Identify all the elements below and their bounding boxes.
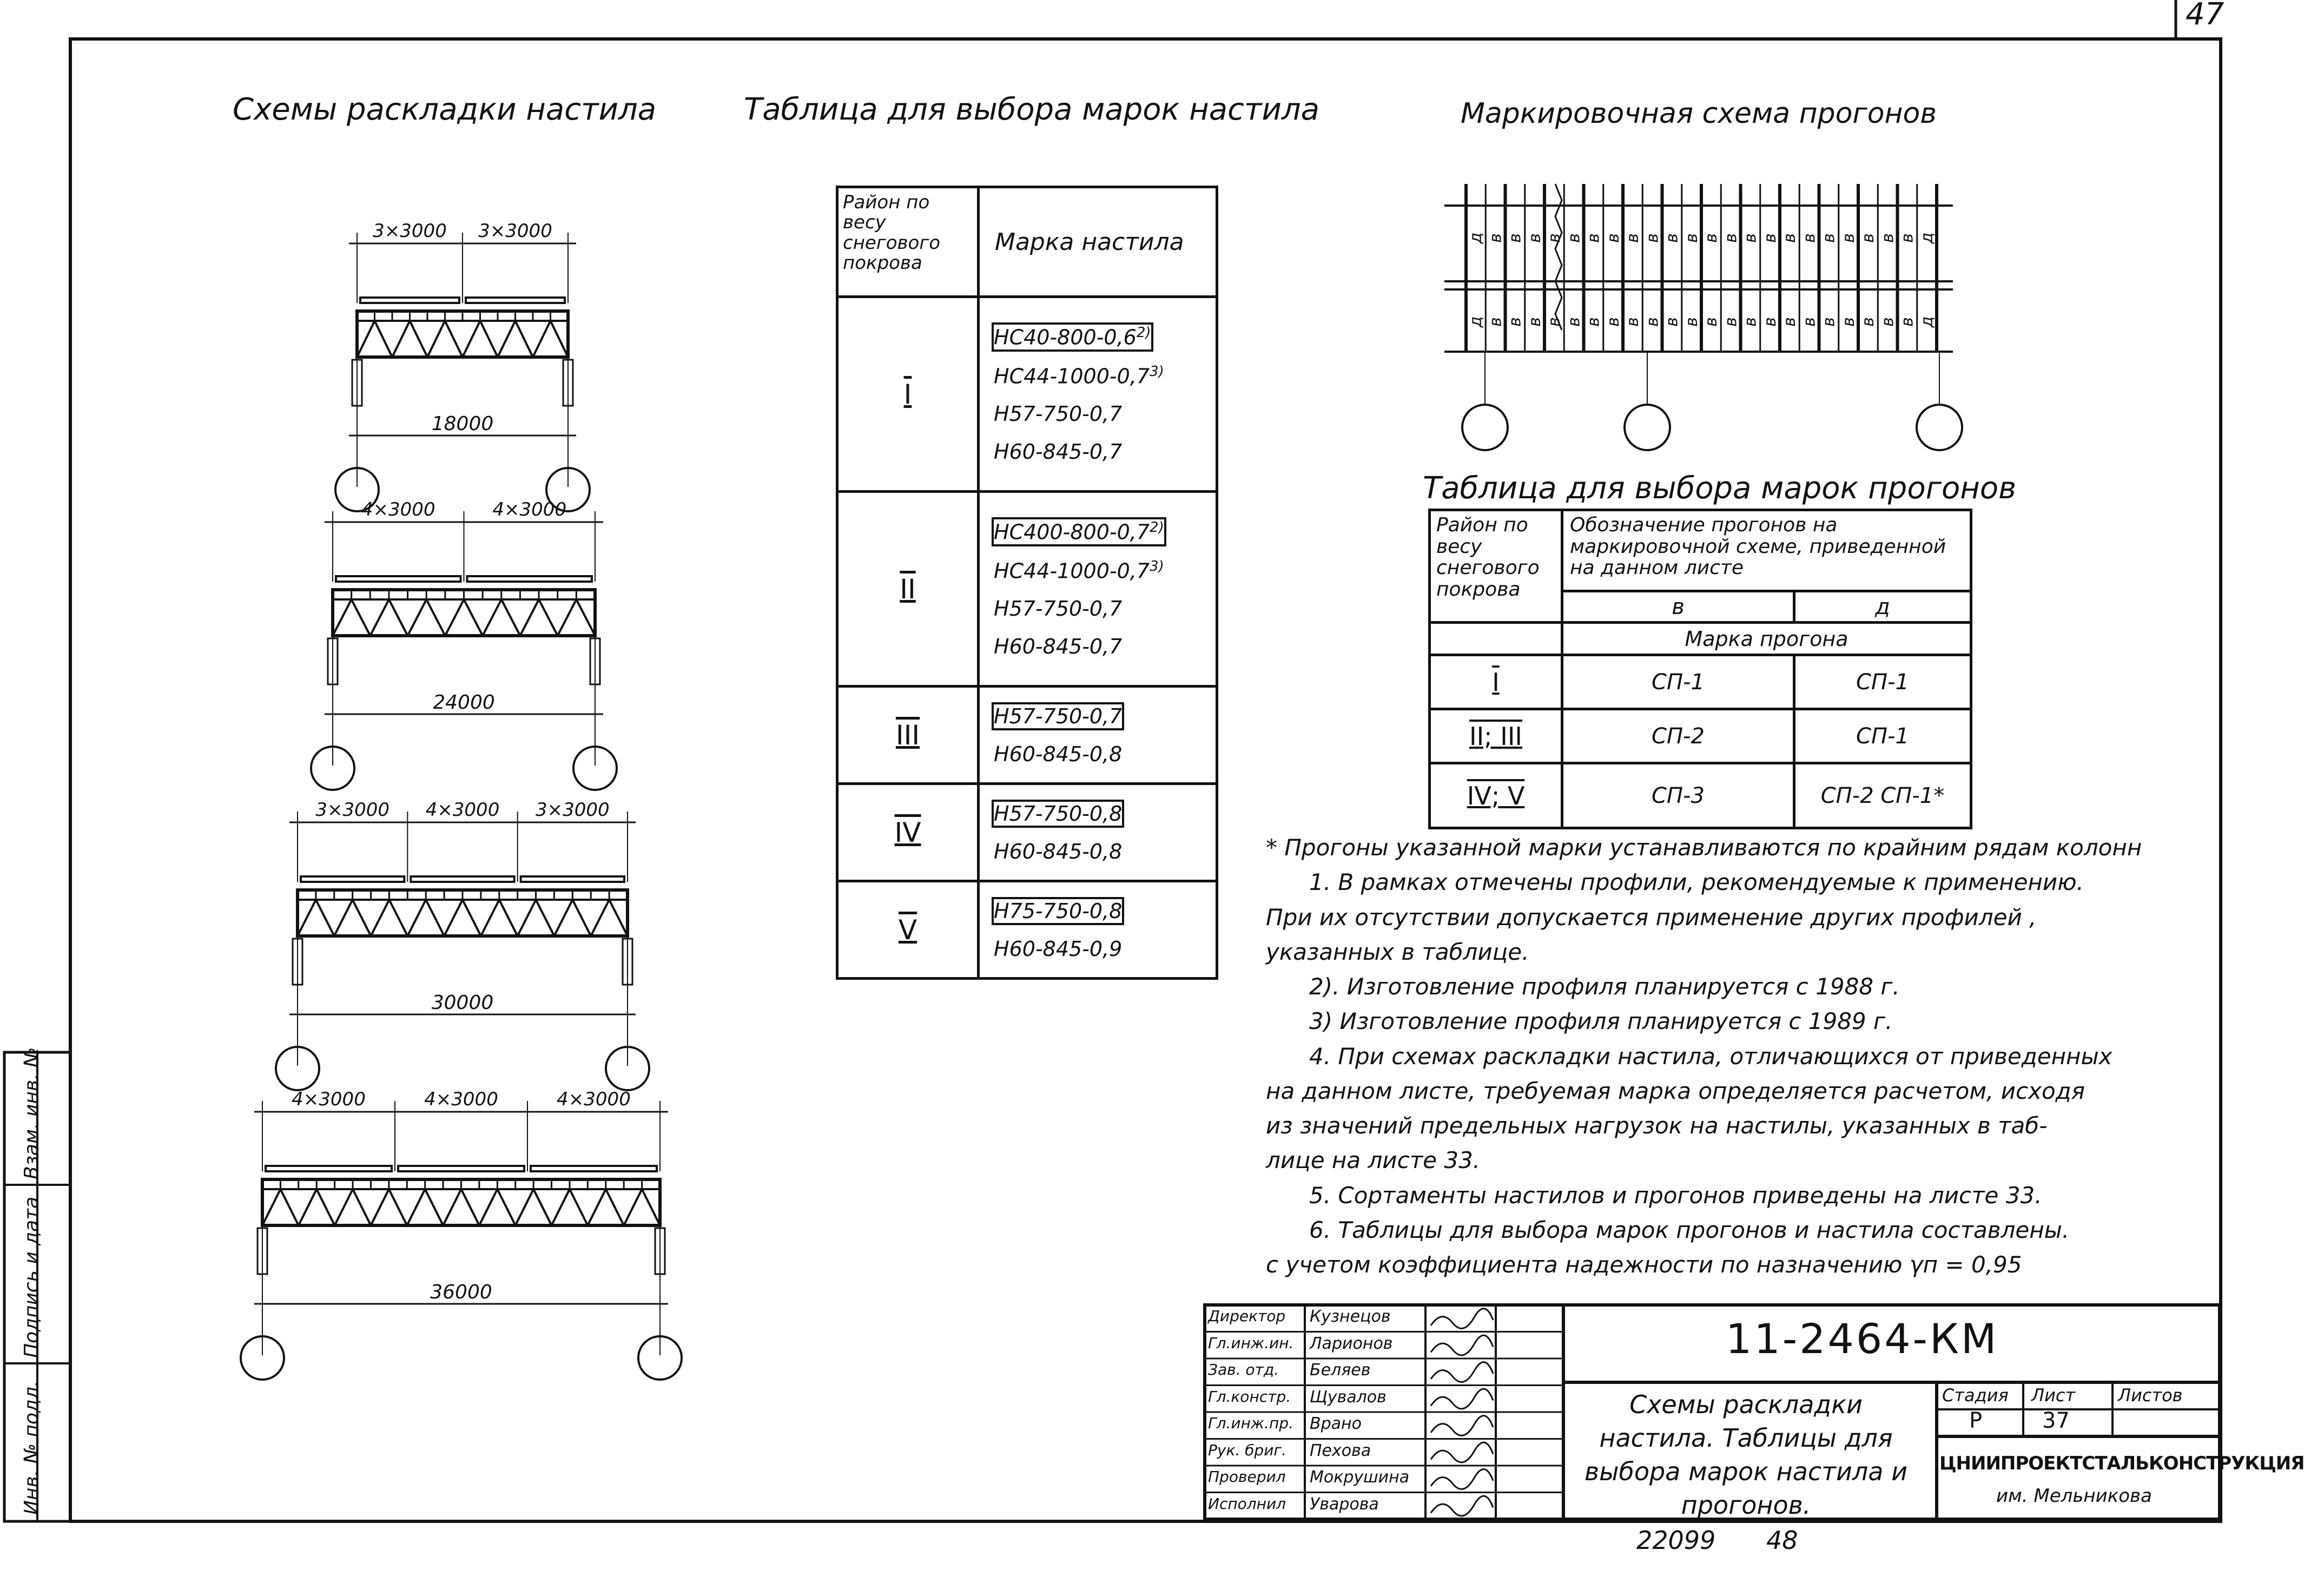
- deck-marks-cell: [979, 784, 1217, 881]
- deck-mark: [992, 935, 1124, 963]
- deck-mark-text: НС40-800-0,6: [994, 325, 1137, 349]
- purlin-col-b: в: [1562, 591, 1794, 623]
- deck-marks-cell: [979, 687, 1217, 784]
- purlin-mark-label: в: [1839, 317, 1858, 327]
- note-line: 6. Таблицы для выбора марок прогонов и настила составлены.: [1309, 1216, 2070, 1243]
- span-label: 3×3000: [315, 799, 389, 821]
- signer-name: Щувалов: [1310, 1387, 1387, 1407]
- note-line: из значений предельных нагрузок на настилы, указанных в таб-: [1266, 1112, 2048, 1139]
- sheet-title: Схемы раскладки настила. Таблицы для выбора марок настила и прогонов.: [1585, 1390, 1907, 1520]
- purlin-mark-label: в: [1584, 317, 1603, 327]
- signer-name: Мокрушина: [1310, 1468, 1410, 1487]
- span-total-label: 24000: [433, 691, 495, 714]
- deck-mark-text: Н57-750-0,7: [994, 402, 1123, 426]
- truss-scheme: [311, 499, 617, 790]
- purlin-mark-header: Марка прогона: [1562, 623, 1971, 655]
- purlin-mark-label: в: [1525, 233, 1544, 243]
- purlin-mark-label: в: [1800, 317, 1819, 327]
- deck-region-cell: IV: [837, 784, 979, 881]
- deck-region-cell: I: [837, 297, 979, 492]
- deck-region-cell: III: [837, 687, 979, 784]
- span-label: 3×3000: [373, 220, 447, 242]
- purlin-mark-label: в: [1819, 317, 1839, 327]
- span-total-label: 30000: [431, 992, 494, 1014]
- purlin-mark-label: в: [1760, 233, 1780, 243]
- deck-mark: [992, 517, 1166, 546]
- organization-name: ЦНИИПРОЕКТСТАЛЬКОНСТРУКЦИЯ: [1939, 1453, 2304, 1474]
- purlin-mark-label: д: [1917, 316, 1937, 328]
- purlin-mark-label: в: [1780, 317, 1800, 327]
- purlin-cell-d: СП-2 СП-1*: [1794, 763, 1971, 828]
- signer-role: Зав. отд.: [1208, 1361, 1279, 1379]
- signer-role: Гл.инж.пр.: [1208, 1414, 1294, 1432]
- deck-mark-text: Н75-750-0,8: [994, 899, 1123, 923]
- purlin-mark-label: д: [1467, 232, 1486, 244]
- deck-mark: [992, 800, 1124, 828]
- purlin-mark-label: в: [1486, 317, 1506, 327]
- deck-region-cell: II: [837, 492, 979, 687]
- deck-header-region: Район по весу снегового покрова: [837, 187, 979, 297]
- note-line: При их отсутствии допускается применение других профилей ,: [1266, 903, 2037, 931]
- purlin-mark-label: в: [1760, 317, 1780, 327]
- purlin-mark-label: в: [1603, 317, 1623, 327]
- span-label: 4×3000: [425, 799, 500, 821]
- deck-mark-text: Н60-845-0,8: [994, 839, 1123, 863]
- purlin-cell-region: I: [1430, 655, 1562, 709]
- deck-marks-cell: [979, 881, 1217, 979]
- span-label: 4×3000: [492, 499, 567, 520]
- side-stamp-inv-label: Инв. № подл.: [21, 1380, 43, 1515]
- purlin-mark-label: в: [1525, 317, 1544, 327]
- span-label: 3×3000: [536, 799, 610, 821]
- purlin-mark-label: в: [1800, 233, 1819, 243]
- deck-mark-text: Н60-845-0,7: [994, 635, 1123, 659]
- note-line: * Прогоны указанной марки устанавливаются по крайним рядам колонн: [1266, 834, 2142, 861]
- purlin-mark-label: в: [1643, 233, 1662, 243]
- signer-name: Беляев: [1310, 1361, 1371, 1380]
- sheets-label: Листов: [2118, 1385, 2183, 1406]
- purlin-mark-label: в: [1898, 317, 1917, 327]
- signer-role: Рук. бриг.: [1208, 1441, 1287, 1459]
- purlin-mark-label: в: [1682, 317, 1701, 327]
- note-line: 5. Сортаменты настилов и прогонов приведены на листе 33.: [1309, 1182, 2042, 1209]
- deck-mark: [992, 702, 1124, 730]
- purlin-mark-label: в: [1839, 233, 1858, 243]
- deck-marks-cell: [979, 492, 1217, 687]
- deck-header-mark: Марка настила: [979, 187, 1217, 297]
- purlin-mark-label: в: [1859, 233, 1878, 243]
- signer-name: Уварова: [1310, 1494, 1379, 1514]
- deck-marks-cell: [979, 297, 1217, 492]
- signer-role: Исполнил: [1208, 1494, 1286, 1513]
- purlin-mark-label: д: [1917, 232, 1937, 244]
- notes-block: [1266, 830, 2196, 1282]
- title-block-signers: [1204, 1304, 1563, 1520]
- purlin-mark-label: в: [1506, 317, 1525, 327]
- purlin-mark-label: в: [1623, 317, 1643, 327]
- purlin-cell-b: СП-2: [1562, 709, 1794, 763]
- purlin-cell-region: IV; V: [1430, 763, 1562, 828]
- purlin-mark-label: в: [1819, 233, 1839, 243]
- purlin-mark-label: в: [1780, 233, 1800, 243]
- note-line: указанных в таблице.: [1266, 938, 1529, 965]
- deck-mark-text: НС400-800-0,7: [994, 520, 1150, 544]
- deck-table-row: [837, 687, 1217, 784]
- purlin-mark-label: в: [1662, 317, 1682, 327]
- deck-mark-footnote: 2): [1150, 519, 1164, 536]
- span-label: 4×3000: [361, 499, 435, 520]
- deck-mark: [992, 740, 1124, 768]
- layout-schemes-drawing: [216, 162, 920, 1596]
- note-line: 2). Изготовление профиля планируется с 1988 г.: [1309, 973, 1900, 1000]
- truss-scheme: [241, 1089, 682, 1380]
- signer-name: Ларионов: [1310, 1334, 1393, 1353]
- note-line: на данном листе, требуемая марка определяется расчетом, исходя: [1266, 1077, 2085, 1104]
- sheet-corner-number: 47: [2186, 0, 2224, 32]
- deck-mark-footnote: 2): [1136, 324, 1151, 341]
- deck-mark: [992, 361, 1166, 391]
- purlin-table-row: [1430, 655, 1971, 709]
- purlin-cell-d: СП-1: [1794, 709, 1971, 763]
- purlin-cell-b: СП-1: [1562, 655, 1794, 709]
- purlin-mark-label: в: [1682, 233, 1701, 243]
- deck-region-cell: V: [837, 881, 979, 979]
- purlin-mark-label: в: [1741, 317, 1760, 327]
- deck-selection-table: [836, 186, 1218, 980]
- span-label: 4×3000: [424, 1089, 498, 1110]
- signer-role: Директор: [1208, 1307, 1286, 1325]
- span-total-label: 18000: [431, 413, 494, 435]
- archive-number: 22099: [1636, 1526, 1716, 1555]
- sheet-label: Лист: [2031, 1385, 2076, 1406]
- purlin-mark-label: в: [1506, 233, 1525, 243]
- document-code: 11-2464-КМ: [1726, 1315, 1999, 1363]
- purlin-mark-label: в: [1545, 317, 1564, 327]
- truss-scheme: [276, 799, 649, 1090]
- purlin-mark-label: в: [1741, 233, 1760, 243]
- deck-mark: [992, 556, 1166, 585]
- deck-table-row: [837, 297, 1217, 492]
- deck-mark-text: НС44-1000-0,7: [994, 559, 1150, 583]
- deck-table-row: [837, 784, 1217, 881]
- marking-scheme-title: Маркировочная схема прогонов: [1461, 97, 1937, 130]
- deck-mark-text: Н60-845-0,8: [994, 742, 1123, 766]
- purlin-col-d: д: [1794, 591, 1971, 623]
- purlin-mark-label: в: [1859, 317, 1878, 327]
- purlin-header-designation: Обозначение прогонов на маркировочной схеме, приведенной на данном листе: [1562, 510, 1971, 591]
- purlin-mark-label: в: [1603, 233, 1623, 243]
- signer-role: Гл.констр.: [1208, 1387, 1291, 1406]
- organization-subtitle: им. Мельникова: [1996, 1485, 2152, 1507]
- stage-value: Р: [1969, 1408, 1983, 1433]
- purlin-cell-d: СП-1: [1794, 655, 1971, 709]
- deck-mark: [992, 632, 1124, 661]
- note-line: лице на листе 33.: [1266, 1147, 1481, 1174]
- span-label: 4×3000: [292, 1089, 366, 1110]
- purlin-mark-label: в: [1623, 233, 1643, 243]
- deck-table-title: Таблица для выбора марок настила: [744, 92, 1319, 127]
- signer-role: Гл.инж.ин.: [1208, 1334, 1294, 1352]
- purlin-mark-label: в: [1721, 317, 1741, 327]
- note-line: 1. В рамках отмечены профили, рекомендуемые к применению.: [1309, 869, 2084, 896]
- side-stamp-sign-label: Подпись и дата: [21, 1196, 43, 1358]
- purlin-mark-label: д: [1467, 316, 1486, 328]
- purlin-marking-scheme: [1434, 173, 1975, 465]
- span-label: 3×3000: [478, 220, 552, 242]
- layout-schemes-title: Схемы раскладки настила: [233, 92, 657, 127]
- deck-table-row: [837, 492, 1217, 687]
- deck-mark: [992, 322, 1153, 352]
- purlin-mark-label: в: [1721, 233, 1741, 243]
- deck-mark: [992, 438, 1124, 466]
- purlin-mark-label: в: [1564, 317, 1584, 327]
- purlin-header-region: Район по весу снегового покрова: [1430, 510, 1562, 623]
- purlin-table-title: Таблица для выбора марок прогонов: [1423, 471, 2017, 506]
- deck-mark: [992, 595, 1124, 623]
- signer-name: Пехова: [1310, 1441, 1371, 1460]
- purlin-mark-label: в: [1584, 233, 1603, 243]
- signer-name: Кузнецов: [1310, 1307, 1391, 1326]
- purlin-mark-label: в: [1702, 233, 1721, 243]
- purlin-mark-label: в: [1643, 317, 1662, 327]
- deck-mark: [992, 837, 1124, 866]
- note-line: с учетом коэффициента надежности по назначению γп = 0,95: [1266, 1251, 2022, 1278]
- deck-mark-text: Н57-750-0,8: [994, 801, 1123, 826]
- side-stamp-replace-label: Взам. инв. №: [21, 1047, 43, 1179]
- purlin-table-row: [1430, 763, 1971, 828]
- deck-mark-text: Н57-750-0,7: [994, 597, 1123, 621]
- note-line: 4. При схемах раскладки настила, отличающихся от приведенных: [1309, 1043, 2112, 1070]
- purlin-mark-label: в: [1486, 233, 1506, 243]
- purlin-cell-b: СП-3: [1562, 763, 1794, 828]
- deck-mark-text: Н60-845-0,9: [994, 937, 1123, 961]
- sheet-value: 37: [2042, 1408, 2070, 1433]
- deck-mark: [992, 400, 1124, 428]
- span-total-label: 36000: [430, 1281, 492, 1303]
- signer-role: Проверил: [1208, 1468, 1286, 1486]
- purlin-mark-label: в: [1878, 317, 1898, 327]
- purlin-mark-label: в: [1545, 233, 1564, 243]
- stage-label: Стадия: [1942, 1385, 2009, 1406]
- deck-table-row: [837, 881, 1217, 979]
- deck-mark-text: Н60-845-0,7: [994, 440, 1123, 464]
- signer-name: Врано: [1310, 1414, 1362, 1433]
- purlin-selection-table: [1428, 509, 1972, 829]
- purlin-table-row: [1430, 709, 1971, 763]
- note-line: 3) Изготовление профиля планируется с 1989 г.: [1309, 1008, 1893, 1035]
- deck-mark-text: Н57-750-0,7: [994, 704, 1123, 728]
- truss-scheme: [335, 220, 590, 511]
- purlin-mark-label: в: [1898, 233, 1917, 243]
- purlin-mark-label: в: [1878, 233, 1898, 243]
- deck-mark-footnote: 3): [1150, 363, 1164, 380]
- purlin-mark-label: в: [1702, 317, 1721, 327]
- deck-mark-footnote: 3): [1150, 558, 1164, 575]
- purlin-mark-label: в: [1564, 233, 1584, 243]
- purlin-mark-label: в: [1662, 233, 1682, 243]
- deck-mark: [992, 897, 1124, 925]
- page-number: 48: [1766, 1526, 1798, 1555]
- span-label: 4×3000: [557, 1089, 631, 1110]
- purlin-cell-region: II; III: [1430, 709, 1562, 763]
- deck-mark-text: НС44-1000-0,7: [994, 364, 1150, 388]
